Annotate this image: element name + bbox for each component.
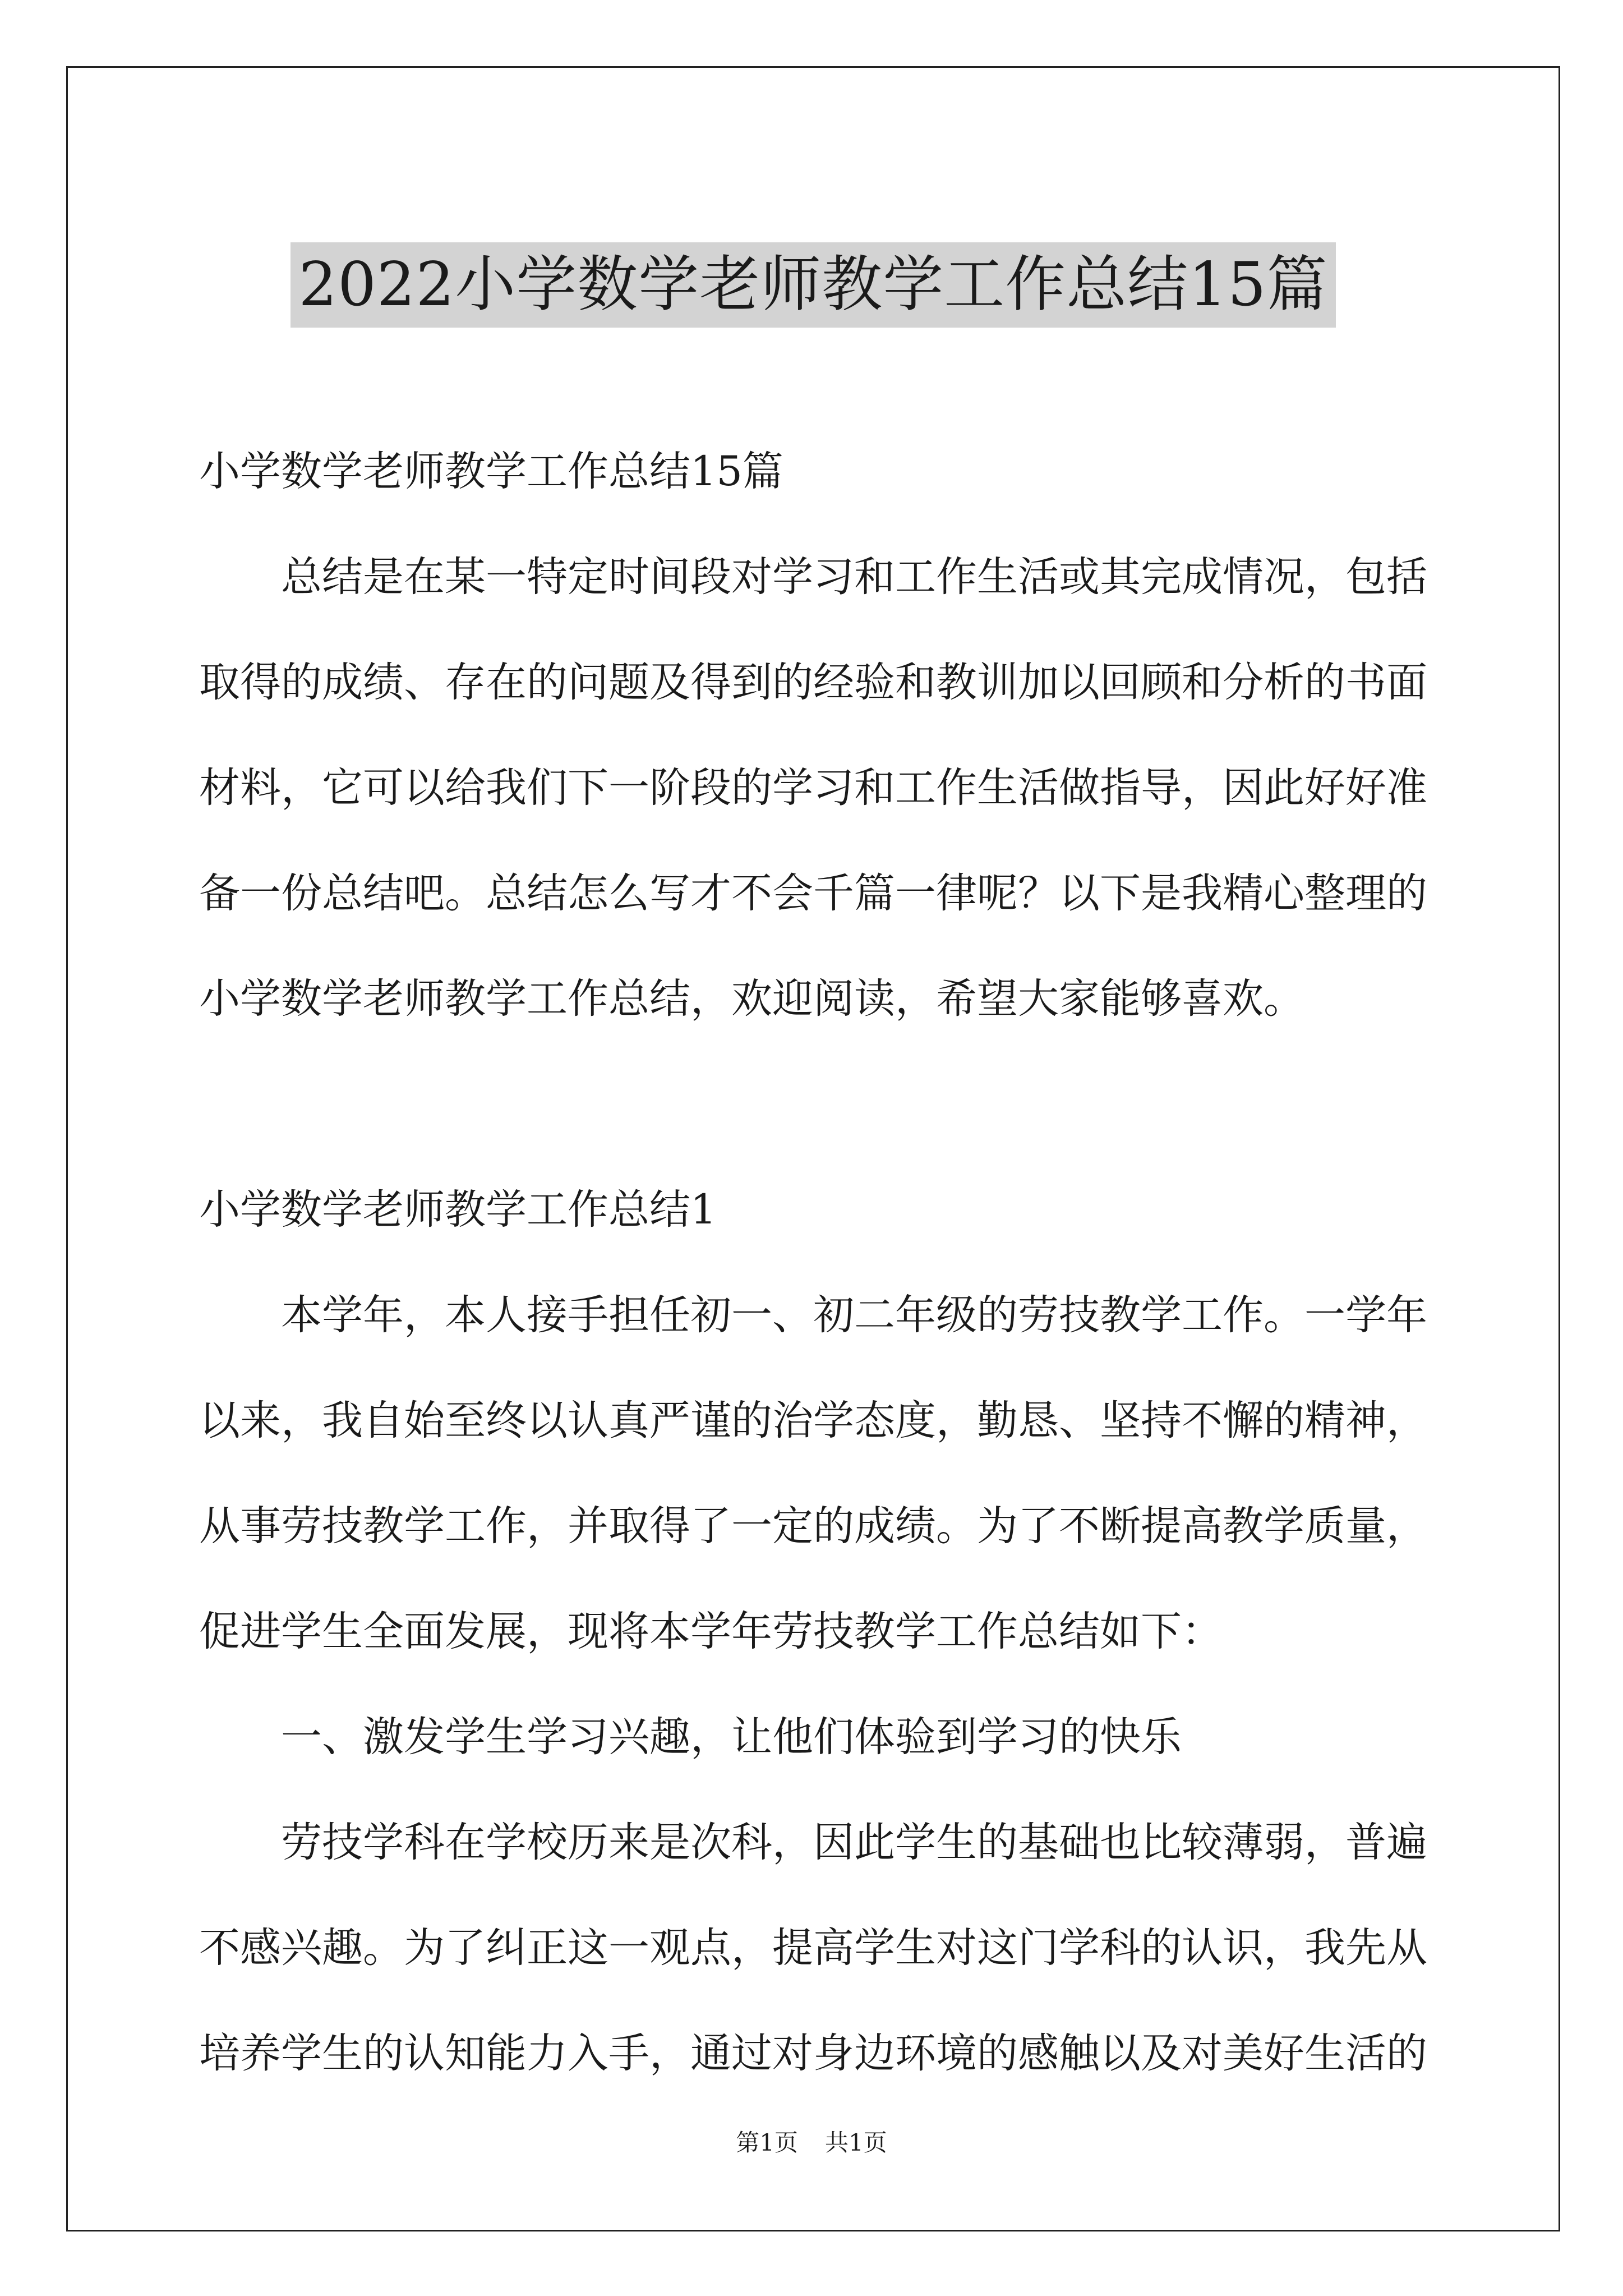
body-paragraph-2: 劳技学科在学校历来是次科，因此学生的基础也比较薄弱，普遍不感兴趣。为了纠正这一观点，提高学生对这门学科的认识，我先从培养学生的认知能力入手，通过对身边环境的感触以及对美好生活的 [199, 1818, 1427, 2077]
document-title: 2022小学数学老师教学工作总结15篇 [291, 242, 1335, 328]
intro-paragraph: 总结是在某一特定时间段对学习和工作生活或其完成情况，包括取得的成绩、存在的问题及得到的经验和教训加以回顾和分析的书面材料，它可以给我们下一阶段的学习和工作生活做指导，因此好好准备一份总结吧。总结怎么写才不会千篇一律呢？以下是我精心整理的小学数学老师教学工作总结，欢迎阅读，希望大家能够喜欢。 [199, 553, 1427, 1023]
document-body [199, 202, 1427, 2106]
page-total: 共1页 [825, 2129, 887, 2156]
page-number: 第1页 [736, 2129, 798, 2156]
page-footer [0, 2126, 1623, 2160]
point-heading-1: 一、激发学生学习兴趣，让他们体验到学习的快乐 [281, 1713, 1182, 1761]
section-heading: 小学数学老师教学工作总结1 [199, 1185, 717, 1234]
section-spacer [199, 1052, 1427, 1157]
title-container [199, 202, 1427, 369]
body-paragraph-1: 本学年，本人接手担任初一、初二年级的劳技教学工作。一学年以来，我自始至终以认真严谨的治学态度，勤恳、坚持不懈的精神，从事劳技教学工作，并取得了一定的成绩。为了不断提高教学质量，促进学生全面发展，现将本学年劳技教学工作总结如下： [199, 1291, 1427, 1655]
document-subtitle: 小学数学老师教学工作总结15篇 [199, 447, 783, 495]
